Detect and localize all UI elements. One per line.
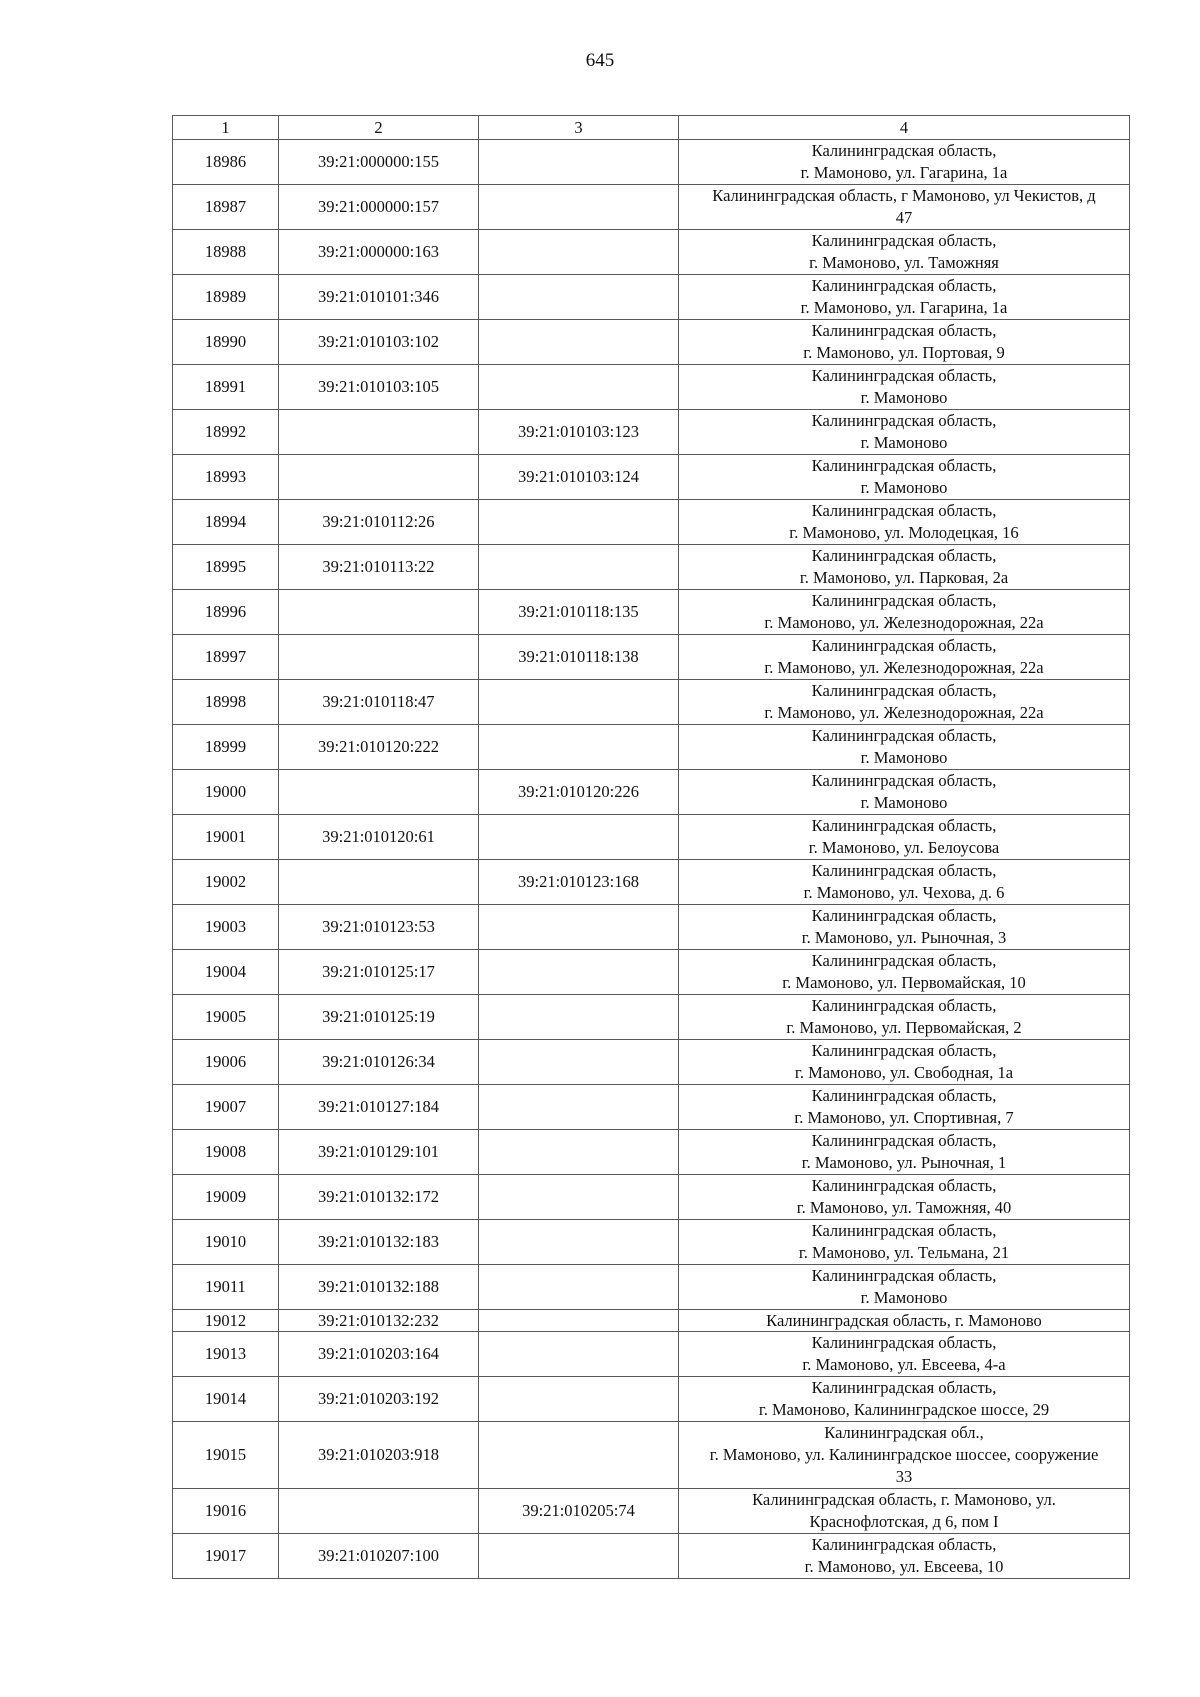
related-cadastral-number-cell [479,1265,679,1310]
related-cadastral-number-cell [479,905,679,950]
cadastral-number-cell [279,770,479,815]
address-line: Калининградская область, [811,906,997,925]
address-cell [679,275,1130,320]
table-row [173,1332,1130,1377]
related-cadastral-number-cell [479,1175,679,1220]
row-number-cell: 19010 [173,1220,279,1265]
table-row [173,410,1130,455]
address-cell [679,1040,1130,1085]
table-row [173,1310,1130,1332]
address-cell [679,1489,1130,1534]
address-line: Калининградская область, [811,1266,997,1285]
row-number-cell: 19007 [173,1085,279,1130]
related-cadastral-number-cell [479,545,679,590]
table-row [173,950,1130,995]
cadastral-number-cell: 39:21:010125:19 [279,995,479,1040]
column-header-2: 2 [279,116,479,140]
address-line: Калининградская область, [811,321,997,340]
related-cadastral-number-cell [479,1534,679,1579]
related-cadastral-number-cell [479,1085,679,1130]
cadastral-number-cell: 39:21:010203:192 [279,1377,479,1422]
address-line: Калининградская область, [811,591,997,610]
address-cell [679,1332,1130,1377]
address-line: г. Мамоново, ул. Рыночная, 1 [801,1153,1007,1172]
address-line: г. Мамоново, ул. Свободная, 1а [794,1063,1014,1082]
table-row [173,140,1130,185]
row-number-cell: 18989 [173,275,279,320]
related-cadastral-number-cell [479,995,679,1040]
address-line: г. Мамоново [860,478,948,497]
related-cadastral-number-cell: 39:21:010118:138 [479,635,679,680]
related-cadastral-number-cell: 39:21:010103:124 [479,455,679,500]
address-cell [679,995,1130,1040]
row-number-cell: 18995 [173,545,279,590]
row-number-cell: 18988 [173,230,279,275]
address-line: г. Мамоново [860,748,948,767]
address-line: Калининградская область, [811,1086,997,1105]
related-cadastral-number-cell: 39:21:010123:168 [479,860,679,905]
address-line: Калининградская область, [811,861,997,880]
cadastral-number-cell: 39:21:010112:26 [279,500,479,545]
address-line: Калининградская область, [811,726,997,745]
address-line: г. Мамоново, ул. Тельмана, 21 [798,1243,1010,1262]
row-number-cell: 19015 [173,1422,279,1489]
address-line: г. Мамоново [860,793,948,812]
cadastral-number-cell: 39:21:010120:222 [279,725,479,770]
table-row [173,275,1130,320]
address-cell [679,1422,1130,1489]
row-number-cell: 18987 [173,185,279,230]
address-line: Калининградская область, [811,951,997,970]
related-cadastral-number-cell: 39:21:010118:135 [479,590,679,635]
row-number-cell: 19004 [173,950,279,995]
cadastral-number-cell: 39:21:010103:105 [279,365,479,410]
table-row [173,1085,1130,1130]
table-row [173,455,1130,500]
row-number-cell: 18992 [173,410,279,455]
address-line: Калининградская область, [811,816,997,835]
row-number-cell: 18991 [173,365,279,410]
row-number-cell: 18990 [173,320,279,365]
related-cadastral-number-cell [479,1332,679,1377]
address-line: Калининградская область, [811,771,997,790]
table-row [173,860,1130,905]
table-row [173,545,1130,590]
related-cadastral-number-cell [479,815,679,860]
column-header-3: 3 [479,116,679,140]
row-number-cell: 18996 [173,590,279,635]
address-cell [679,1085,1130,1130]
cadastral-number-cell: 39:21:010127:184 [279,1085,479,1130]
table-row [173,680,1130,725]
address-line: г. Мамоново, ул. Первомайская, 10 [782,973,1026,992]
cadastral-number-cell: 39:21:010120:61 [279,815,479,860]
address-cell [679,500,1130,545]
address-line: Калининградская область, [811,636,997,655]
related-cadastral-number-cell [479,1220,679,1265]
address-line: Калининградская область, [811,141,997,160]
address-line: Калининградская область, г. Мамоново [766,1310,1042,1330]
cadastral-number-cell: 39:21:010132:172 [279,1175,479,1220]
address-line: г. Мамоново, ул. Гагарина, 1а [800,163,1008,182]
row-number-cell: 19003 [173,905,279,950]
row-number-cell: 18997 [173,635,279,680]
table-row [173,770,1130,815]
cadastral-number-cell: 39:21:010113:22 [279,545,479,590]
address-line: г. Мамоново, ул. Железнодорожная, 22а [764,613,1044,632]
cadastral-number-cell: 39:21:000000:163 [279,230,479,275]
address-line: г. Мамоново, ул. Таможняя [809,253,999,272]
address-line: Калининградская область, [811,366,997,385]
address-line: 33 [895,1467,913,1486]
address-line: г. Мамоново [860,388,948,407]
table-row [173,1377,1130,1422]
row-number-cell: 19013 [173,1332,279,1377]
address-cell [679,365,1130,410]
header-row [173,116,1130,140]
address-cell [679,140,1130,185]
address-line: Краснофлотская, д 6, пом I [809,1512,999,1531]
address-line: г. Мамоново, ул. Железнодорожная, 22а [764,703,1044,722]
cadastral-number-cell: 39:21:010132:188 [279,1265,479,1310]
address-line: г. Мамоново, ул. Таможняя, 40 [796,1198,1012,1217]
related-cadastral-number-cell [479,1040,679,1085]
table-row [173,320,1130,365]
table-row [173,185,1130,230]
address-cell [679,770,1130,815]
address-line: г. Мамоново, ул. Портовая, 9 [803,343,1005,362]
address-cell [679,1130,1130,1175]
table-row [173,815,1130,860]
row-number-cell: 19001 [173,815,279,860]
address-line: г. Мамоново, ул. Евсеева, 10 [804,1557,1004,1576]
table-row [173,1265,1130,1310]
address-line: Калининградская область, [811,1131,997,1150]
address-cell [679,950,1130,995]
address-cell [679,410,1130,455]
registry-table [172,115,1130,1579]
address-line: г. Мамоново, ул. Рыночная, 3 [801,928,1007,947]
row-number-cell: 19014 [173,1377,279,1422]
address-cell [679,185,1130,230]
related-cadastral-number-cell [479,1130,679,1175]
row-number-cell: 19006 [173,1040,279,1085]
cadastral-number-cell [279,1489,479,1534]
page-number: 645 [585,50,615,71]
address-line: Калининградская область, [811,681,997,700]
table-row [173,500,1130,545]
table-row [173,1534,1130,1579]
cadastral-number-cell: 39:21:010118:47 [279,680,479,725]
row-number-cell: 18998 [173,680,279,725]
cadastral-number-cell: 39:21:010129:101 [279,1130,479,1175]
address-cell [679,590,1130,635]
related-cadastral-number-cell [479,680,679,725]
address-cell [679,1534,1130,1579]
address-line: Калининградская область, [811,411,997,430]
related-cadastral-number-cell [479,1422,679,1489]
table-row [173,230,1130,275]
related-cadastral-number-cell: 39:21:010205:74 [479,1489,679,1534]
related-cadastral-number-cell [479,320,679,365]
address-cell [679,1377,1130,1422]
address-line: Калининградская область, [811,231,997,250]
related-cadastral-number-cell [479,1377,679,1422]
address-line: г. Мамоново, ул. Чехова, д. 6 [803,883,1005,902]
row-number-cell: 19008 [173,1130,279,1175]
table-row [173,590,1130,635]
row-number-cell: 19017 [173,1534,279,1579]
address-cell [679,545,1130,590]
table-row [173,365,1130,410]
address-cell [679,230,1130,275]
related-cadastral-number-cell: 39:21:010120:226 [479,770,679,815]
cadastral-number-cell: 39:21:010101:346 [279,275,479,320]
address-line: г. Мамоново [860,1288,948,1307]
address-line: Калининградская область, [811,501,997,520]
cadastral-number-cell [279,635,479,680]
row-number-cell: 19012 [173,1310,279,1332]
address-line: Калининградская область, г Мамоново, ул Чекистов, д [712,186,1096,205]
address-line: г. Мамоново [860,433,948,452]
address-line: Калининградская область, [811,1535,997,1554]
row-number-cell: 19000 [173,770,279,815]
address-line: Калининградская область, [811,1378,997,1397]
address-cell [679,1220,1130,1265]
address-line: Калининградская область, [811,1221,997,1240]
address-line: г. Мамоново, ул. Парковая, 2а [799,568,1009,587]
cadastral-number-cell: 39:21:010123:53 [279,905,479,950]
cadastral-number-cell: 39:21:010207:100 [279,1534,479,1579]
table-row [173,995,1130,1040]
address-line: г. Мамоново, ул. Первомайская, 2 [786,1018,1022,1037]
row-number-cell: 18999 [173,725,279,770]
table-body [173,140,1130,1579]
address-cell [679,725,1130,770]
related-cadastral-number-cell [479,1310,679,1332]
address-line: Калининградская область, [811,276,997,295]
table-row [173,635,1130,680]
cadastral-number-cell [279,410,479,455]
address-cell [679,1175,1130,1220]
related-cadastral-number-cell: 39:21:010103:123 [479,410,679,455]
address-line: г. Мамоново, ул. Молодецкая, 16 [789,523,1019,542]
related-cadastral-number-cell [479,365,679,410]
address-line: Калининградская область, [811,1176,997,1195]
address-line: г. Мамоново, ул. Гагарина, 1а [800,298,1008,317]
row-number-cell: 19009 [173,1175,279,1220]
address-cell [679,635,1130,680]
address-line: Калининградская область, [811,1333,997,1352]
cadastral-number-cell: 39:21:010126:34 [279,1040,479,1085]
address-line: г. Мамоново, ул. Белоусова [808,838,1000,857]
related-cadastral-number-cell [479,500,679,545]
address-line: г. Мамоново, ул. Калининградское шоссее, сооружение [709,1445,1099,1464]
address-cell [679,905,1130,950]
column-header-1: 1 [173,116,279,140]
table-row [173,1489,1130,1534]
row-number-cell: 19016 [173,1489,279,1534]
row-number-cell: 19005 [173,995,279,1040]
address-line: г. Мамоново, ул. Спортивная, 7 [794,1108,1014,1127]
address-line: Калининградская область, [811,996,997,1015]
cadastral-number-cell: 39:21:010203:918 [279,1422,479,1489]
table-row [173,1220,1130,1265]
table-row [173,725,1130,770]
cadastral-number-cell: 39:21:010132:183 [279,1220,479,1265]
address-cell [679,815,1130,860]
row-number-cell: 18993 [173,455,279,500]
cadastral-number-cell: 39:21:000000:155 [279,140,479,185]
cadastral-number-cell [279,860,479,905]
related-cadastral-number-cell [479,230,679,275]
cadastral-number-cell: 39:21:010125:17 [279,950,479,995]
address-line: 47 [895,208,913,227]
address-cell [679,680,1130,725]
row-number-cell: 18994 [173,500,279,545]
related-cadastral-number-cell [479,140,679,185]
address-line: Калининградская область, г. Мамоново, ул. [752,1490,1056,1509]
row-number-cell: 18986 [173,140,279,185]
related-cadastral-number-cell [479,185,679,230]
related-cadastral-number-cell [479,950,679,995]
cadastral-number-cell [279,590,479,635]
table-row [173,1422,1130,1489]
address-line: г. Мамоново, ул. Железнодорожная, 22а [764,658,1044,677]
table-row [173,1130,1130,1175]
address-cell [679,320,1130,365]
row-number-cell: 19002 [173,860,279,905]
cadastral-number-cell: 39:21:000000:157 [279,185,479,230]
address-line: Калининградская область, [811,1041,997,1060]
column-header-4: 4 [679,116,1130,140]
cadastral-number-cell [279,455,479,500]
address-line: Калининградская область, [811,456,997,475]
table-row [173,1175,1130,1220]
cadastral-number-cell: 39:21:010203:164 [279,1332,479,1377]
address-line: Калининградская обл., [824,1423,984,1442]
table-row [173,905,1130,950]
cadastral-number-cell: 39:21:010132:232 [279,1310,479,1332]
address-cell [679,1310,1130,1332]
address-line: г. Мамоново, Калининградское шоссе, 29 [758,1400,1050,1419]
address-cell [679,1265,1130,1310]
row-number-cell: 19011 [173,1265,279,1310]
address-line: Калининградская область, [811,546,997,565]
address-cell [679,860,1130,905]
related-cadastral-number-cell [479,725,679,770]
address-cell [679,455,1130,500]
table-row [173,1040,1130,1085]
cadastral-number-cell: 39:21:010103:102 [279,320,479,365]
related-cadastral-number-cell [479,275,679,320]
address-line: г. Мамоново, ул. Евсеева, 4-а [802,1355,1006,1374]
